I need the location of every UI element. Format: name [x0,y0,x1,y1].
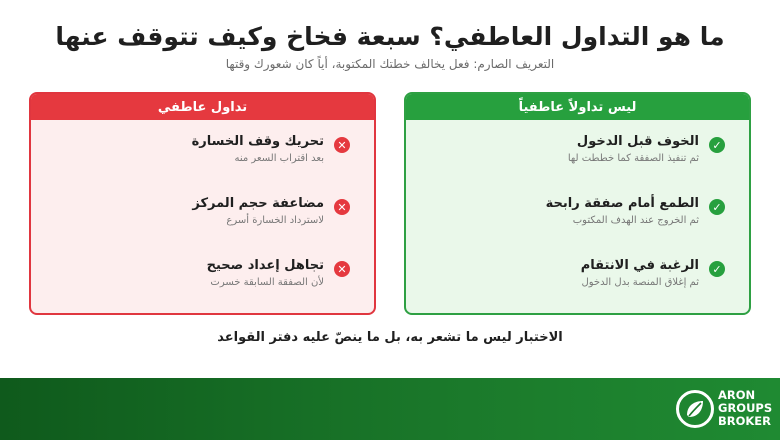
footer-bar [0,378,780,440]
list-item [43,196,350,258]
list-item [43,258,350,315]
item-description: لأن الصفقة السابقة خسرت [210,277,324,288]
item-title: الخوف قبل الدخول [576,134,699,149]
logo-line-3: BROKER [718,414,772,428]
item-title: الرغبة في الانتقام [580,258,699,273]
item-title: مضاعفة حجم المركز [192,196,324,211]
item-description: ثم تنفيذ الصفقة كما خططت لها [567,153,699,164]
logo-line-2: GROUPS [718,401,773,415]
check-icon: ✓ [709,137,725,153]
list-item [43,134,350,196]
x-icon: ✕ [334,199,350,215]
x-icon: ✕ [334,137,350,153]
item-description: لاسترداد الخسارة أسرع [226,215,324,226]
item-title: تجاهل إعداد صحيح [206,258,324,273]
item-description: ثم الخروج عند الهدف المكتوب [572,215,699,226]
card-heading: تداول عاطفي [31,94,374,120]
card-heading: ليس تداولاً عاطفياً [406,94,749,120]
item-title: تحريك وقف الخسارة [191,134,324,149]
item-description: بعد اقتراب السعر منه [234,153,324,164]
list-item [418,258,725,315]
not-emotional-trading-card [404,92,751,315]
list-item [418,134,725,196]
check-icon: ✓ [709,199,725,215]
logo-line-1: ARON [718,388,756,402]
list-item [418,196,725,258]
item-title: الطمع أمام صفقة رابحة [545,196,699,211]
item-description: ثم إغلاق المنصة بدل الدخول [581,277,699,288]
page-title: ما هو التداول العاطفي؟ سبعة فخاخ وكيف تتوقف عنها [55,22,725,51]
leaf-logo-icon [676,390,714,428]
brand-logo [676,388,773,432]
check-icon: ✓ [709,261,725,277]
x-icon: ✕ [334,261,350,277]
tagline: الاختبار ليس ما تشعر به، بل ما ينصّ عليه دفتر القواعد [217,330,563,345]
emotional-trading-card [29,92,376,315]
page-subtitle: التعريف الصارم: فعل يخالف خطتك المكتوبة، أياً كان شعورك وقتها [225,57,555,71]
